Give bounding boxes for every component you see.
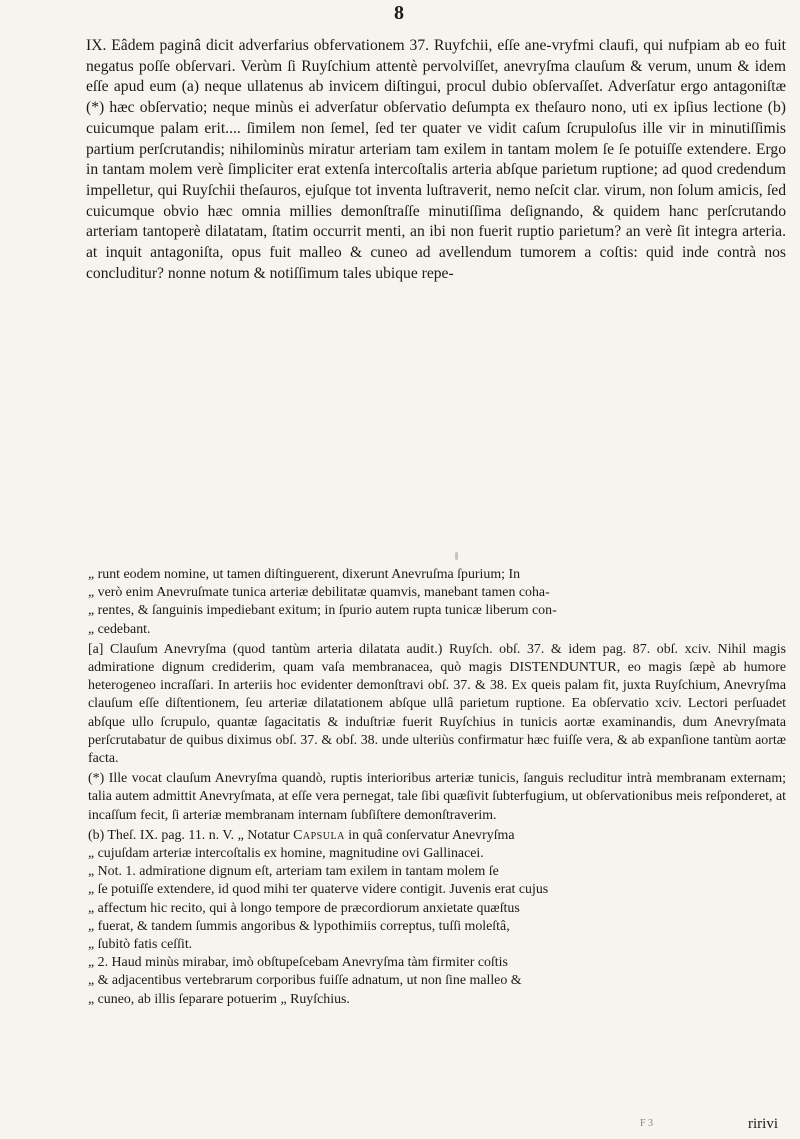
footnote-star: (*) Ille vocat clauſum Anevryſma quandò, ruptis interioribus arteriæ tunicis, ſanguis recluditur intrà membranam externam; talia autem admittit Anevryſmata, at eſſe vera pernegat, tale ſibi quæſivit ſubterfugium, ut obſervationibus meis reſponderet, at incaſſum fecit, ſi arteriæ membranam internam ſubſiſtere demonſtraverim. [88, 771, 786, 823]
footnote-b-line: „ ſe potuiſſe extendere, id quod mihi ter quaterve videre contigit. Juvenis erat cujus [88, 882, 549, 898]
footnote-b-line: „ affectum hic recito, qui à longo tempore de præcordiorum anxietate quæſtus [88, 900, 520, 916]
footnote-b-line: in quâ conſervatur Anevryſma [348, 827, 515, 843]
footnote-b-line: „ Not. 1. admiratione dignum eſt, arteriam tam exilem in tantam molem ſe [88, 864, 499, 880]
quote-line: „ runt eodem nomine, ut tamen diſtinguerent, dixerunt Anevruſma ſpurium; In [88, 567, 521, 582]
main-paragraph [86, 36, 786, 284]
footnote-b-line: „ ſubitò fatis ceſſit. [88, 937, 193, 953]
quote-line: „ rentes, & ſanguinis impediebant exitum; in ſpurio autem rupta tunicæ liberum con- [88, 603, 557, 619]
footnote-b-line: „ fuerat, & tandem ſummis angoribus & lypothimiis correptus, tuſſi moleſtâ, [88, 918, 510, 934]
footnote-b-line: „ cujuſdam arteriæ intercoſtalis ex homine, magnitudine ovi Gallinacei. [88, 846, 484, 862]
footnote-b-capsula: Capsula [293, 827, 345, 843]
footnote-b [88, 827, 786, 845]
signature-mark: F 3 [640, 1118, 654, 1129]
footnote-b-intro: (b) Theſ. IX. pag. 11. n. V. „ Notatur [88, 827, 290, 843]
footnote-b-line: „ & adjacentibus vertebrarum corporibus fuiſſe adnatum, ut non ſine malleo & [88, 973, 522, 989]
page-number: 8 [394, 2, 404, 24]
footnote-a: [a] Clauſum Anevryſma (quod tantùm arteria dilatata audit.) Ruyſch. obſ. 37. & idem pag. 87. obſ. xciv. Nihil magis admiratione dignum crediderim, quam vaſa membranacea, quò magis DISTENDUNTUR, eo magis ſæpè ab humore heterogeneo incraſſari. In arteriis hoc evidenter demonſtravi obſ. 37. & 38. Ex queis palam fit, juxta Ruyſchium, Anevryſma clauſum eſſe diſtentionem, ſeu arteriæ dilatationem abſque ullâ parietum ruptione. Ea obſervatio xciv. Lectori perſuadet abſque ullo ſcrupulo, quantæ ſagacitatis & induſtriæ fuerit Ruyſchius in tunicis aortæ examinandis, dum Anevryſmata perſcrutabatur de quibus diximus obſ. 37. & obſ. 38. unde ulteriùs confirmatur hæc fuiſſe vera, & ab expanſione tantùm aortæ facta. [88, 641, 786, 767]
catchword: ririvi [748, 1116, 778, 1132]
footnote-b-line: „ 2. Haud minùs mirabar, imò obſtupeſcebam Anevryſma tàm firmiter coſtis [88, 955, 508, 971]
main-paragraph-text: IX. Eâdem paginâ dicit adverfarius obfervationem 37. Ruyfchii, eſſe ane-vryfmi claufi, qui nufpiam ab eo fuit negatus poſſe obſervari. Verùm ſi Ruyſchium attentè pervolviſſet, anevryſma clauſum & verum, unum & idem eſſe apud eum (a) neque ullatenus ab invicem diſtingui, procul dubio obſervaſſet. Adverſatur ergo antagoniſtæ (*) hæc obſervatio; neque minùs ei adverſatur obſervatio deſumpta ex theſauro nono, uti ex ipſius lectione (b) cuicumque palam erit.... ſimilem non ſemel, ſed ter quater ve vidit caſum ſcrupuloſus ille vir in minutiſſimis partium perſcrutandis; nihilominùs miratur arteriam tam exilem in tantam molem ſe ſe potuiſſe extendere. Ergo in tantam molem verè ſimpliciter erat extenſa intercoſtalis arteria abſque parietum ruptione; ad quod credendum impelletur, qui Ruyſchii theſauros, ejuſque tot inventa luſtraverit, nemo neſcit clar. virum, non ſolum amicis, ſed cuicumque obvio hæc omnia millies demonſtraſſe minutiſſima deſignando, & quidem hanc perſcrutando arteriam tantoperè dilatatam, ſtatim occurrit menti, an ibi non fuerit ruptio parietum? an verè ſit integra arteria. at inquit antagoniſta, opus fuit malleo & cuneo ad avellendum tumorem a coſtis: quid inde contrà nos concluditur? nonne notum & notiſſimum tales ubique repe- [86, 37, 786, 282]
quote-line: „ verò enim Anevruſmate tunica arteriæ debilitatæ quamvis, manebant tamen coha- [88, 585, 550, 601]
quote-line: „ cedebant. [88, 621, 151, 637]
footnote-b-line: „ cuneo, ab illis ſeparare potuerim „ Ruyſchius. [88, 991, 350, 1007]
ink-blot [455, 552, 458, 560]
footnotes [88, 566, 786, 1009]
